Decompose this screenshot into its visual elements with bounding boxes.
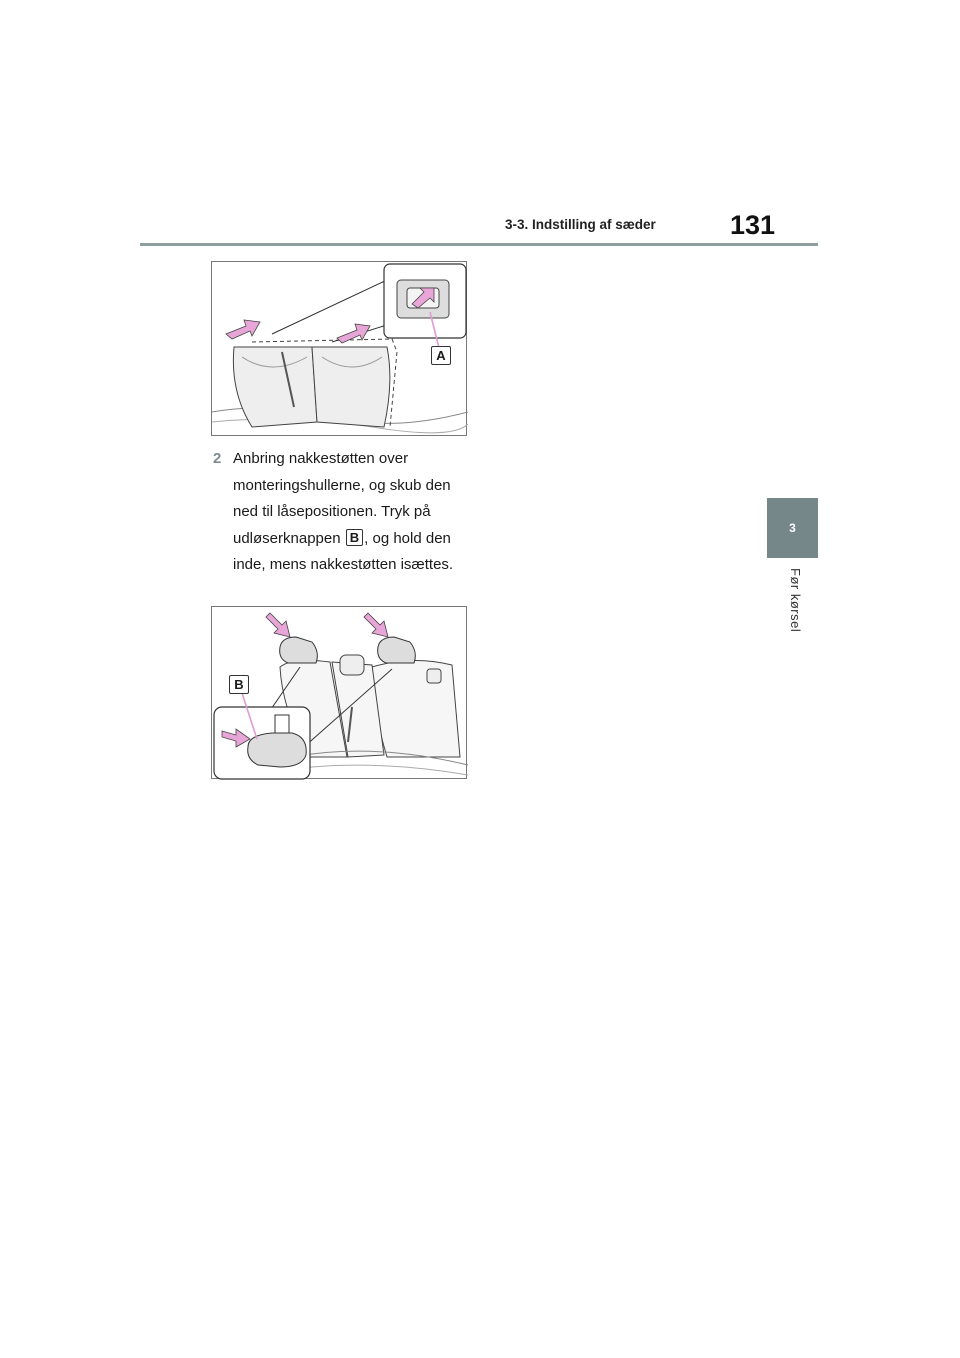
callout-b: B [229, 675, 249, 694]
section-title: 3-3. Indstilling af sæder [505, 217, 656, 232]
page-number: 131 [730, 210, 776, 240]
step-number: 2 [213, 450, 222, 467]
figure-head-restraint-install [211, 606, 467, 779]
callout-a: A [431, 346, 451, 365]
chapter-tab[interactable] [767, 498, 818, 558]
inline-label-b: B [346, 529, 363, 546]
head-restraint-illustration [212, 607, 468, 780]
step-text-before: Anbring nakkestøtten over monteringshullerne, og skub den ned til låsepositionen. Tryk på udløserknappen [233, 450, 451, 547]
step-text-after: , og hold den inde, mens nakkestøtten isættes. [233, 529, 454, 573]
step-text [233, 446, 473, 579]
seatback-fold-illustration [212, 262, 468, 437]
header-rule [140, 243, 818, 246]
figure-seatback-fold [211, 261, 467, 436]
step-instruction [213, 446, 473, 579]
chapter-title: Før kørsel [788, 568, 803, 633]
chapter-number: 3 [789, 521, 796, 535]
